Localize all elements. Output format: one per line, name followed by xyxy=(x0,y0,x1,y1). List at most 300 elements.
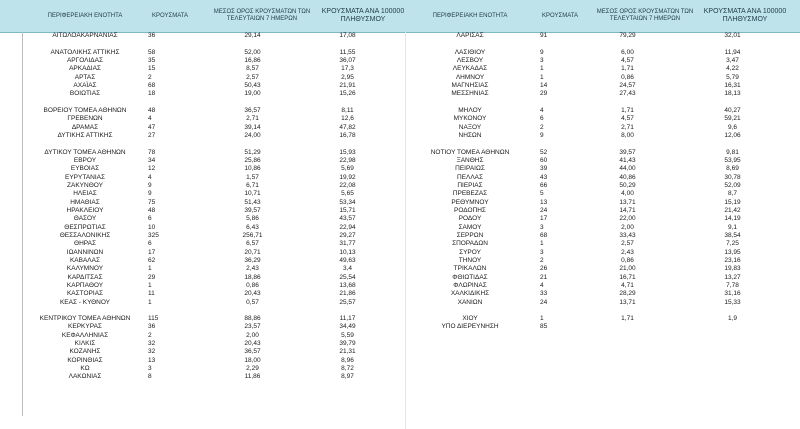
table-row xyxy=(0,215,800,223)
right-cases-cell: 52 xyxy=(540,148,548,156)
left-cases-cell: 48 xyxy=(148,206,156,214)
right-cases-cell: 43 xyxy=(540,173,548,181)
right-cases-cell: 1 xyxy=(540,315,544,323)
left-cases-cell: 4 xyxy=(148,115,152,123)
table-row xyxy=(0,365,800,373)
right-region-cell: ΠΡΕΒΕΖΑΣ xyxy=(452,190,488,198)
right-cases-cell: 13 xyxy=(540,198,548,206)
right-avg-cell xyxy=(600,307,655,315)
right-region-cell: ΜΕΣΣΗΝΙΑΣ xyxy=(451,90,489,98)
right-region-cell: ΤΗΝΟΥ xyxy=(458,256,482,264)
right-region-cell xyxy=(410,140,530,148)
left-avg-cell: 0,86 xyxy=(246,281,259,289)
right-region-cell: ΞΑΝΘΗΣ xyxy=(456,156,484,164)
right-avg-cell: 13,71 xyxy=(619,198,636,206)
left-avg-cell: 6,71 xyxy=(246,181,259,189)
right-avg-cell xyxy=(600,332,655,340)
right-cases-cell xyxy=(540,140,580,148)
right-avg-cell: 1,71 xyxy=(621,106,634,114)
left-region-cell: ΕΥΒΟΙΑΣ xyxy=(70,165,100,173)
right-cases-cell: 29 xyxy=(540,90,548,98)
left-cases-cell: 29 xyxy=(148,273,156,281)
left-cases-cell: 2 xyxy=(148,73,152,81)
left-per100k-cell: 5,69 xyxy=(341,165,354,173)
left-per100k-cell xyxy=(320,140,375,148)
right-per100k-cell: 23,16 xyxy=(724,256,741,264)
right-avg-cell: 24,57 xyxy=(619,81,636,89)
left-cases-cell: 6 xyxy=(148,240,152,248)
left-avg-cell: 16,86 xyxy=(244,56,261,64)
left-avg-cell: 2,71 xyxy=(246,115,259,123)
right-region-cell: ΝΟΤΙΟΥ ΤΟΜΕΑ ΑΘΗΝΩΝ xyxy=(430,148,510,156)
left-cases-cell: 78 xyxy=(148,148,156,156)
right-avg-cell: 4,00 xyxy=(621,190,634,198)
right-avg-cell: 4,57 xyxy=(621,56,634,64)
table-row xyxy=(0,115,800,123)
right-per100k-cell xyxy=(705,307,760,315)
right-avg-cell: 27,43 xyxy=(619,90,636,98)
right-avg-cell: 8,00 xyxy=(621,131,634,139)
right-avg-cell: 2,00 xyxy=(621,223,634,231)
left-cases-cell: 32 xyxy=(148,348,156,356)
right-region-cell: ΦΛΩΡΙΝΑΣ xyxy=(453,281,487,289)
left-region-cell: ΒΟΙΩΤΙΑΣ xyxy=(69,90,101,98)
left-avg-cell: 36,57 xyxy=(244,348,261,356)
left-cases-cell: 4 xyxy=(148,173,152,181)
table-row xyxy=(0,157,800,165)
left-avg-cell: 39,57 xyxy=(244,206,261,214)
left-per100k-cell: 31,77 xyxy=(339,240,356,248)
table-row xyxy=(0,299,800,307)
right-per100k-cell: 59,21 xyxy=(724,115,741,123)
right-avg-cell: 16,71 xyxy=(619,273,636,281)
table-row xyxy=(0,249,800,257)
left-avg-cell: 10,71 xyxy=(244,190,261,198)
table-row xyxy=(0,132,800,140)
left-per100k-cell: 16,78 xyxy=(339,131,356,139)
left-region-cell: ΔΥΤΙΚΗΣ ΑΤΤΙΚΗΣ xyxy=(57,131,113,139)
left-cases-cell: 1 xyxy=(148,281,152,289)
left-per100k-cell: 2,95 xyxy=(341,73,354,81)
right-cases-cell xyxy=(540,373,580,381)
left-region-cell: ΚΩ xyxy=(80,365,90,373)
left-region-cell: ΒΟΡΕΙΟΥ ΤΟΜΕΑ ΑΘΗΝΩΝ xyxy=(43,106,127,114)
left-per100k-cell: 43,57 xyxy=(339,215,356,223)
left-avg-cell: 19,00 xyxy=(244,90,261,98)
left-avg-cell: 52,00 xyxy=(244,48,261,56)
left-cases-cell: 3 xyxy=(148,365,152,373)
left-cases-cell xyxy=(148,307,188,315)
right-per100k-cell xyxy=(705,140,760,148)
left-region-cell: ΕΒΡΟΥ xyxy=(73,156,97,164)
left-region-cell: ΚΑΛΥΜΝΟΥ xyxy=(66,265,104,273)
left-per100k-cell: 25,54 xyxy=(339,273,356,281)
table-row xyxy=(0,290,800,298)
right-region-cell: ΦΘΙΩΤΙΔΑΣ xyxy=(452,273,488,281)
left-avg-cell: 5,86 xyxy=(246,215,259,223)
right-avg-cell xyxy=(600,99,655,107)
left-avg-cell xyxy=(225,99,280,107)
left-per100k-cell xyxy=(320,307,375,315)
right-region-cell: ΧΑΝΙΩΝ xyxy=(457,298,483,306)
left-cases-cell: 1 xyxy=(148,298,152,306)
right-per100k-cell: 9,1 xyxy=(727,223,738,231)
table-row xyxy=(0,190,800,198)
right-region-cell: ΣΑΜΟΥ xyxy=(458,223,482,231)
right-region-cell: ΛΑΣΙΘΙΟΥ xyxy=(454,48,486,56)
right-per100k-cell xyxy=(705,40,760,48)
left-per100k-cell: 39,79 xyxy=(339,340,356,348)
right-avg-cell: 79,29 xyxy=(619,32,636,39)
left-region-cell xyxy=(25,307,145,315)
right-cases-cell xyxy=(540,40,580,48)
left-cases-cell xyxy=(148,140,188,148)
right-per100k-cell: 21,42 xyxy=(724,206,741,214)
right-per100k-cell: 18,13 xyxy=(724,90,741,98)
left-avg-cell: 36,29 xyxy=(244,256,261,264)
right-avg-cell xyxy=(600,365,655,373)
left-avg-cell: 8,57 xyxy=(246,65,259,73)
right-cases-cell: 24 xyxy=(540,298,548,306)
left-cases-cell: 9 xyxy=(148,190,152,198)
right-region-cell: ΥΠΟ ΔΙΕΡΕΥΝΗΣΗ xyxy=(441,323,499,331)
right-per100k-cell: 19,83 xyxy=(724,265,741,273)
right-avg-cell: 2,57 xyxy=(621,240,634,248)
right-avg-cell: 44,00 xyxy=(619,165,636,173)
left-per100k-cell xyxy=(320,40,375,48)
right-per100k-cell: 7,25 xyxy=(726,240,739,248)
right-region-cell xyxy=(410,357,530,365)
table-row xyxy=(0,57,800,65)
right-region-cell: ΤΡΙΚΑΛΩΝ xyxy=(453,265,487,273)
right-region-cell: ΡΟΔΟΥ xyxy=(458,215,482,223)
right-per100k-cell: 11,94 xyxy=(724,48,741,56)
right-region-cell: ΛΕΣΒΟΥ xyxy=(456,56,484,64)
table-row xyxy=(0,199,800,207)
right-avg-cell: 41,43 xyxy=(619,156,636,164)
left-per100k-cell: 12,6 xyxy=(341,115,354,123)
right-region-cell xyxy=(410,373,530,381)
right-region-cell: ΛΕΥΚΑΔΑΣ xyxy=(452,65,488,73)
right-region-cell: ΡΟΔΟΠΗΣ xyxy=(454,206,486,214)
left-avg-cell: 36,57 xyxy=(244,106,261,114)
left-region-cell: ΚΙΛΚΙΣ xyxy=(74,340,96,348)
table-row xyxy=(0,174,800,182)
left-avg-cell: 51,29 xyxy=(244,148,261,156)
left-region-cell: ΔΥΤΙΚΟΥ ΤΟΜΕΑ ΑΘΗΝΩΝ xyxy=(44,148,126,156)
left-cases-cell: 9 xyxy=(148,181,152,189)
left-region-cell: ΓΡΕΒΕΝΩΝ xyxy=(67,115,103,123)
left-avg-cell: 2,29 xyxy=(246,365,259,373)
right-cases-cell: 6 xyxy=(540,115,544,123)
right-avg-cell: 4,71 xyxy=(621,281,634,289)
right-per100k-cell: 1,9 xyxy=(727,315,738,323)
left-region-cell: ΚΟΡΙΝΘΙΑΣ xyxy=(67,356,103,364)
left-per100k-cell: 8,96 xyxy=(341,356,354,364)
right-per100k-cell: 8,7 xyxy=(727,190,738,198)
table-row xyxy=(0,282,800,290)
right-cases-cell: 3 xyxy=(540,223,544,231)
right-region-cell xyxy=(410,340,530,348)
right-region-cell: ΣΥΡΟΥ xyxy=(459,248,481,256)
left-per100k-cell: 53,34 xyxy=(339,198,356,206)
right-cases-cell xyxy=(540,365,580,373)
right-cases-cell: 39 xyxy=(540,165,548,173)
left-region-cell: ΘΑΣΟΥ xyxy=(73,215,97,223)
left-avg-cell: 25,86 xyxy=(244,156,261,164)
left-region-cell: ΛΑΚΩΝΙΑΣ xyxy=(68,373,102,381)
right-avg-cell: 4,57 xyxy=(621,115,634,123)
right-per100k-cell: 32,01 xyxy=(724,32,741,39)
left-cases-cell: 6 xyxy=(148,215,152,223)
right-cases-cell xyxy=(540,99,580,107)
table-row xyxy=(0,107,800,115)
table-row xyxy=(0,165,800,173)
table-row xyxy=(0,373,800,381)
table-row xyxy=(0,307,800,315)
right-cases-cell xyxy=(540,332,580,340)
header-cases-right: ΚΡΟΥΣΜΑΤΑ xyxy=(542,12,578,19)
left-region-cell: ΚΑΣΤΟΡΙΑΣ xyxy=(66,290,104,298)
right-cases-cell: 14 xyxy=(540,81,548,89)
right-cases-cell: 3 xyxy=(540,248,544,256)
right-avg-cell: 22,00 xyxy=(619,215,636,223)
right-avg-cell: 14,71 xyxy=(619,206,636,214)
table-row xyxy=(0,32,800,40)
left-region-cell: ΚΑΡΠΑΘΟΥ xyxy=(66,281,104,289)
right-region-cell xyxy=(410,40,530,48)
left-per100k-cell: 22,08 xyxy=(339,181,356,189)
right-per100k-cell: 53,95 xyxy=(724,156,741,164)
table-row xyxy=(0,332,800,340)
right-avg-cell: 33,43 xyxy=(619,231,636,239)
left-per100k-cell: 15,93 xyxy=(339,148,356,156)
left-region-cell xyxy=(25,99,145,107)
left-avg-cell: 6,57 xyxy=(246,240,259,248)
right-avg-cell: 0,86 xyxy=(621,73,634,81)
right-cases-cell: 1 xyxy=(540,240,544,248)
left-cases-cell: 32 xyxy=(148,340,156,348)
left-avg-cell: 50,43 xyxy=(244,81,261,89)
table-row xyxy=(0,315,800,323)
right-cases-cell: 26 xyxy=(540,265,548,273)
left-cases-cell xyxy=(148,40,188,48)
right-avg-cell xyxy=(600,40,655,48)
right-avg-cell: 40,86 xyxy=(619,173,636,181)
left-cases-cell: 75 xyxy=(148,198,156,206)
left-region-cell: ΔΡΑΜΑΣ xyxy=(71,123,99,131)
left-per100k-cell: 3,4 xyxy=(342,265,353,273)
left-region-cell xyxy=(25,140,145,148)
left-per100k-cell: 15,71 xyxy=(339,206,356,214)
left-per100k-cell: 22,94 xyxy=(339,223,356,231)
left-cases-cell: 18 xyxy=(148,90,156,98)
right-per100k-cell: 31,16 xyxy=(724,290,741,298)
table-row xyxy=(0,257,800,265)
left-cases-cell: 47 xyxy=(148,123,156,131)
left-avg-cell: 2,57 xyxy=(246,73,259,81)
left-per100k-cell: 15,26 xyxy=(339,90,356,98)
left-region-cell: ΗΜΑΘΙΑΣ xyxy=(70,198,100,206)
right-avg-cell xyxy=(600,340,655,348)
left-region-cell: ΚΕΑΣ - ΚΥΘΝΟΥ xyxy=(59,298,111,306)
right-per100k-cell: 8,69 xyxy=(726,165,739,173)
header-region-left: ΠΕΡΙΦΕΡΕΙΑΚΗ ΕΝΟΤΗΤΑ xyxy=(47,12,123,19)
left-region-cell: ΑΧΑΪΑΣ xyxy=(73,81,97,89)
right-avg-cell: 2,43 xyxy=(621,248,634,256)
left-region-cell: ΖΑΚΥΝΘΟΥ xyxy=(67,181,103,189)
left-avg-cell: 2,00 xyxy=(246,331,259,339)
left-region-cell: ΚΟΖΑΝΗΣ xyxy=(69,348,101,356)
right-per100k-cell: 4,22 xyxy=(726,65,739,73)
table-row xyxy=(0,207,800,215)
left-cases-cell: 34 xyxy=(148,156,156,164)
right-region-cell: ΜΥΚΟΝΟΥ xyxy=(453,115,487,123)
left-per100k-cell: 17,3 xyxy=(341,65,354,73)
right-region-cell: ΣΕΡΡΩΝ xyxy=(456,231,484,239)
right-region-cell: ΜΗΛΟΥ xyxy=(458,106,482,114)
right-region-cell: ΠΙΕΡΙΑΣ xyxy=(457,181,483,189)
right-region-cell xyxy=(410,348,530,356)
right-per100k-cell: 15,33 xyxy=(724,298,741,306)
left-cases-cell: 36 xyxy=(148,32,156,39)
right-cases-cell: 85 xyxy=(540,323,548,331)
table-body xyxy=(0,32,800,382)
table-row xyxy=(0,340,800,348)
left-cases-cell: 17 xyxy=(148,248,156,256)
left-avg-cell: 1,57 xyxy=(246,173,259,181)
table-row xyxy=(0,65,800,73)
left-region-cell: ΘΕΣΣΑΛΟΝΙΚΗΣ xyxy=(59,231,111,239)
header-cases-left: ΚΡΟΥΣΜΑΤΑ xyxy=(152,12,188,19)
left-region-cell: ΑΡΤΑΣ xyxy=(74,73,96,81)
right-region-cell: ΠΕΙΡΑΙΩΣ xyxy=(455,165,485,173)
right-cases-cell: 66 xyxy=(540,181,548,189)
left-per100k-cell: 34,49 xyxy=(339,323,356,331)
right-avg-cell: 1,71 xyxy=(621,65,634,73)
left-per100k-cell: 21,31 xyxy=(339,348,356,356)
right-per100k-cell: 52,09 xyxy=(724,181,741,189)
table-row xyxy=(0,182,800,190)
right-per100k-cell xyxy=(705,99,760,107)
table-row xyxy=(0,265,800,273)
left-per100k-cell: 21,91 xyxy=(339,81,356,89)
right-cases-cell xyxy=(540,348,580,356)
left-per100k-cell: 21,86 xyxy=(339,290,356,298)
right-per100k-cell xyxy=(705,357,760,365)
right-cases-cell: 33 xyxy=(540,290,548,298)
left-per100k-cell: 17,08 xyxy=(339,32,356,39)
left-per100k-cell: 19,92 xyxy=(339,173,356,181)
right-cases-cell: 4 xyxy=(540,281,544,289)
header-avg-left: ΜΕΣΟΣ ΟΡΟΣ ΚΡΟΥΣΜΑΤΩΝ ΤΩΝ ΤΕΛΕΥΤΑΙΩΝ 7 ΗΜΕΡΩΝ xyxy=(213,9,311,22)
right-avg-cell: 21,00 xyxy=(619,265,636,273)
left-region-cell: ΕΥΡΥΤΑΝΙΑΣ xyxy=(64,173,106,181)
right-cases-cell: 17 xyxy=(540,215,548,223)
left-avg-cell: 23,57 xyxy=(244,323,261,331)
right-cases-cell: 9 xyxy=(540,131,544,139)
right-avg-cell: 13,71 xyxy=(619,298,636,306)
table-row xyxy=(0,82,800,90)
left-per100k-cell: 5,59 xyxy=(341,331,354,339)
right-per100k-cell: 7,78 xyxy=(726,281,739,289)
right-cases-cell: 1 xyxy=(540,73,544,81)
left-per100k-cell: 47,82 xyxy=(339,123,356,131)
table-row xyxy=(0,323,800,331)
left-per100k-cell: 36,07 xyxy=(339,56,356,64)
right-per100k-cell xyxy=(705,348,760,356)
left-per100k-cell: 13,68 xyxy=(339,281,356,289)
left-region-cell: ΚΑΡΔΙΤΣΑΣ xyxy=(67,273,103,281)
right-avg-cell xyxy=(600,323,655,331)
right-region-cell xyxy=(410,99,530,107)
right-per100k-cell: 9,6 xyxy=(727,123,738,131)
right-avg-cell: 28,29 xyxy=(619,290,636,298)
left-per100k-cell: 5,65 xyxy=(341,190,354,198)
right-region-cell: ΜΑΓΝΗΣΙΑΣ xyxy=(451,81,489,89)
right-per100k-cell: 14,19 xyxy=(724,215,741,223)
right-avg-cell: 1,71 xyxy=(621,315,634,323)
right-cases-cell xyxy=(540,340,580,348)
right-avg-cell xyxy=(600,348,655,356)
right-per100k-cell: 9,81 xyxy=(726,148,739,156)
right-per100k-cell: 13,95 xyxy=(724,248,741,256)
left-region-cell: ΙΩΑΝΝΙΝΩΝ xyxy=(66,248,104,256)
right-per100k-cell: 5,79 xyxy=(726,73,739,81)
table-row xyxy=(0,90,800,98)
right-avg-cell: 50,29 xyxy=(619,181,636,189)
left-region-cell xyxy=(25,40,145,48)
header-region-right: ΠΕΡΙΦΕΡΕΙΑΚΗ ΕΝΟΤΗΤΑ xyxy=(432,12,508,19)
left-avg-cell: 88,86 xyxy=(244,315,261,323)
table-row xyxy=(0,49,800,57)
left-avg-cell xyxy=(225,40,280,48)
left-per100k-cell: 11,55 xyxy=(339,48,356,56)
right-per100k-cell xyxy=(705,373,760,381)
left-region-cell: ΚΑΒΑΛΑΣ xyxy=(69,256,101,264)
right-avg-cell: 6,00 xyxy=(621,48,634,56)
table-row xyxy=(0,274,800,282)
left-per100k-cell: 11,17 xyxy=(339,315,356,323)
left-region-cell: ΚΕΡΚΥΡΑΣ xyxy=(68,323,102,331)
header-per100k-right: ΚΡΟΥΣΜΑΤΑ ΑΝΑ 100000 ΠΛΗΘΥΣΜΟΥ xyxy=(703,8,787,23)
left-avg-cell: 29,14 xyxy=(244,32,261,39)
left-region-cell: ΚΕΦΑΛΛΗΝΙΑΣ xyxy=(61,331,109,339)
left-avg-cell: 20,71 xyxy=(244,248,261,256)
left-cases-cell: 10 xyxy=(148,223,156,231)
right-avg-cell: 39,57 xyxy=(619,148,636,156)
left-per100k-cell: 10,13 xyxy=(339,248,356,256)
right-cases-cell: 3 xyxy=(540,56,544,64)
right-cases-cell: 5 xyxy=(540,190,544,198)
right-per100k-cell: 13,27 xyxy=(724,273,741,281)
right-region-cell: ΝΗΣΩΝ xyxy=(458,131,482,139)
left-avg-cell: 256,71 xyxy=(242,231,263,239)
left-avg-cell: 20,43 xyxy=(244,290,261,298)
table-row xyxy=(0,232,800,240)
right-per100k-cell xyxy=(705,340,760,348)
right-per100k-cell: 16,31 xyxy=(724,81,741,89)
right-per100k-cell xyxy=(705,323,760,331)
right-cases-cell: 4 xyxy=(540,106,544,114)
left-region-cell: ΑΡΓΟΛΙΔΑΣ xyxy=(66,56,104,64)
table-row xyxy=(0,40,800,48)
left-cases-cell: 48 xyxy=(148,106,156,114)
left-cases-cell: 325 xyxy=(148,231,159,239)
right-region-cell xyxy=(410,307,530,315)
left-region-cell: ΗΛΕΙΑΣ xyxy=(73,190,97,198)
left-cases-cell: 68 xyxy=(148,81,156,89)
